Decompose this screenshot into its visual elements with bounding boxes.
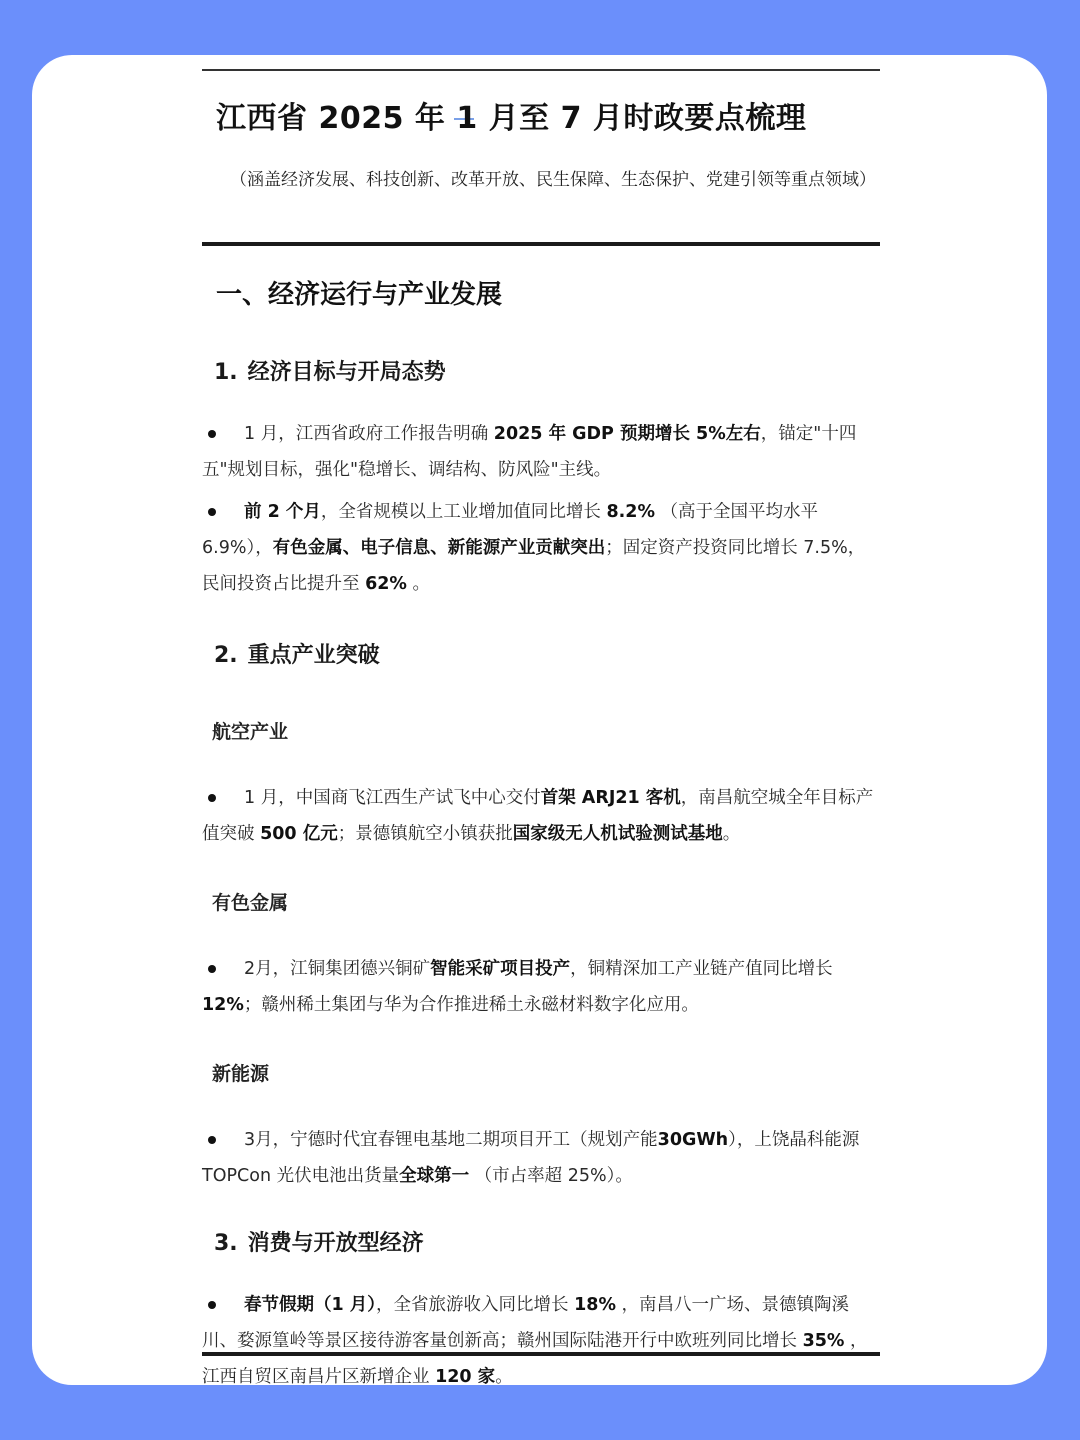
emphasis-text: 500 亿元 [260, 824, 338, 844]
bottom-rule [202, 1352, 880, 1356]
document-card [32, 55, 1047, 1385]
text-run: ，全省旅游收入同比增长 [376, 1295, 575, 1315]
bullet-icon [208, 430, 216, 438]
bullet-icon [208, 1136, 216, 1144]
text-run: ，铜精深加工产业链产值同比增长 [570, 959, 833, 979]
emphasis-text: 全球第一 [399, 1166, 470, 1186]
emphasis-text: 18% [574, 1295, 616, 1315]
bullet-icon [208, 965, 216, 973]
emphasis-text: 120 家 [435, 1367, 496, 1385]
subsection-number: 2. [214, 643, 238, 668]
emphasis-text: 智能采矿项目投产 [430, 959, 571, 979]
subsection-label: 消费与开放型经济 [247, 1231, 424, 1256]
bullet-icon [208, 794, 216, 802]
top-rule [202, 69, 880, 71]
list-item [202, 1122, 880, 1194]
topic-heading-metals: 有色金属 [212, 892, 289, 914]
document-page [202, 69, 880, 1385]
topic-heading-aviation: 航空产业 [212, 721, 289, 743]
emphasis-text: 35% [802, 1331, 845, 1351]
text-run: 1 月，中国商飞江西生产试飞中心交付 [244, 788, 541, 808]
emphasis-text: 春节假期（1 月） [244, 1295, 377, 1315]
subsection-title-consumption [214, 1226, 880, 1257]
subsection-label: 重点产业突破 [247, 643, 380, 668]
title-rule [202, 242, 880, 246]
emphasis-text: 首架 ARJ21 客机 [540, 788, 681, 808]
list-item [202, 780, 880, 852]
text-run: 。 [406, 574, 431, 594]
document-subtitle: （涵盖经济发展、科技创新、改革开放、民生保障、生态保护、党建引领等重点领域） [230, 170, 876, 190]
text-run: ；赣州稀土集团与华为合作推进稀土永磁材料数字化应用。 [243, 995, 699, 1015]
emphasis-text: 30GWh [657, 1130, 729, 1150]
text-run: 3月，宁德时代宜春锂电基地二期项目开工（规划产能 [244, 1130, 658, 1150]
emphasis-text: 2025 年 GDP 预期增长 5%左右 [493, 424, 761, 444]
subsection-title-industry [214, 638, 880, 669]
bullet-icon [208, 508, 216, 516]
subsection-number: 1. [214, 360, 238, 385]
emphasis-text: 有色金属、电子信息、新能源产业贡献突出 [272, 538, 606, 558]
list-item [202, 416, 880, 488]
text-run: ；景德镇航空小镇获批 [337, 824, 513, 844]
text-run: ，江西自贸区南昌片区新增企业 [202, 1331, 868, 1385]
emphasis-text: 国家级无人机试验测试基地 [512, 824, 723, 844]
emphasis-text: 12% [202, 995, 244, 1015]
subsection-number: 3. [214, 1231, 238, 1256]
text-run: ，全省规模以上工业增加值同比增长 [320, 502, 607, 522]
text-run: 2月，江铜集团德兴铜矿 [244, 959, 431, 979]
subsection-title-targets [214, 355, 880, 386]
emphasis-text: 62% [365, 574, 407, 594]
text-run: ；固定资产投资同比增长 7.5%，民间投资占比提升至 [202, 538, 866, 594]
text-run: 。 [722, 824, 741, 844]
list-item [202, 951, 880, 1023]
list-item [202, 1287, 880, 1385]
text-run: ），上饶晶科能源 TOPCon 光伏电池出货量 [202, 1130, 860, 1186]
text-run: 。 [495, 1367, 513, 1385]
text-run: ，锚定"十四五"规划目标，强化"稳增长、调结构、防风险"主线。 [202, 424, 857, 480]
list-item [202, 494, 880, 602]
subsection-label: 经济目标与开局态势 [247, 360, 446, 385]
topic-heading-energy: 新能源 [212, 1063, 270, 1085]
text-run: 1 月，江西省政府工作报告明确 [244, 424, 494, 444]
document-title: 江西省 2025 年 1 月至 7 月时政要点梳理 [216, 101, 807, 136]
emphasis-text: 8.2% [606, 502, 655, 522]
text-run: （市占率超 25%）。 [469, 1166, 633, 1186]
text-run: （高于全国平均水平 6.9%）， [202, 502, 819, 558]
bullet-icon [208, 1301, 216, 1309]
text-run: ，南昌八一广场、景德镇陶溪川、婺源篁岭等景区接待游客量创新高；赣州国际陆港开行中欧班列同比增长 [202, 1295, 850, 1351]
text-run: ，南昌航空城全年目标产值突破 [202, 788, 874, 844]
emphasis-text: 前 2 个月 [244, 502, 321, 522]
section-title-economy: 一、经济运行与产业发展 [216, 280, 503, 310]
